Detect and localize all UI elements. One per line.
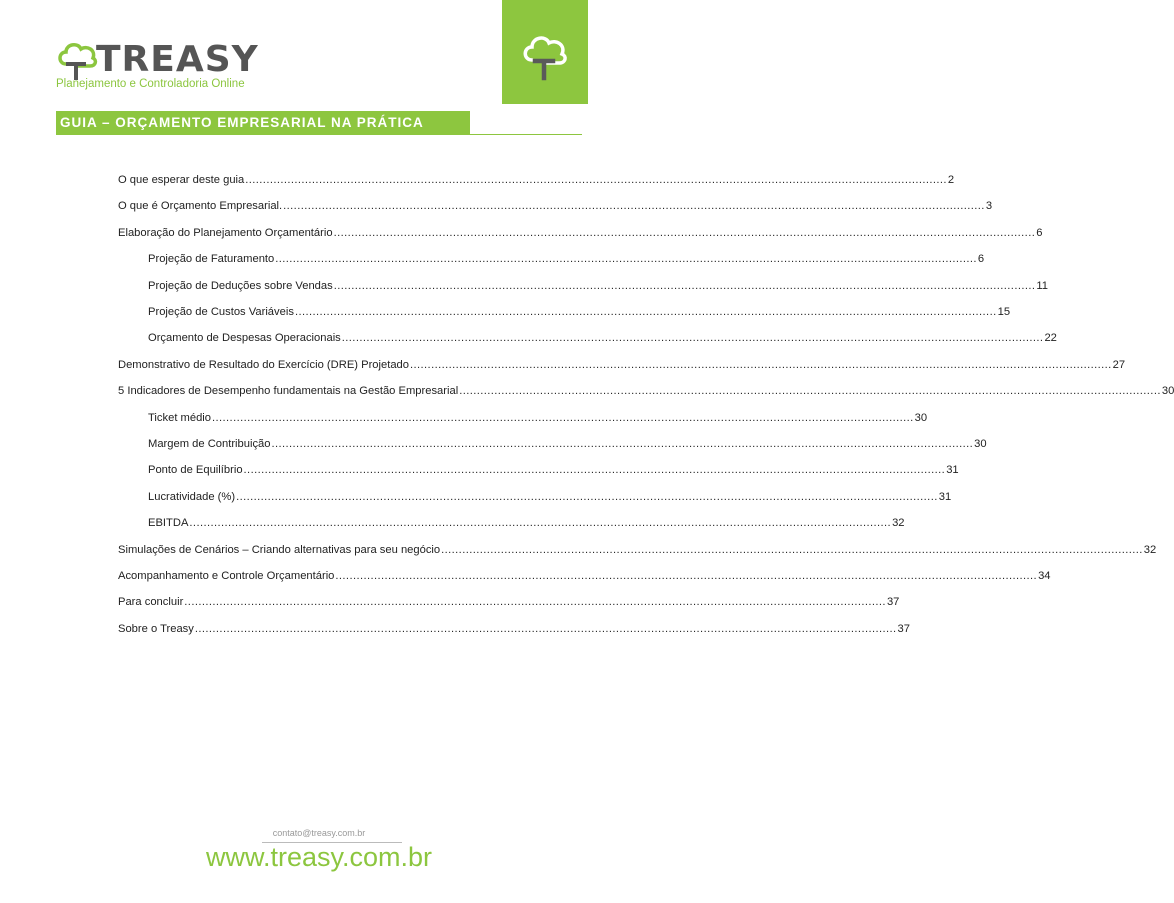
- toc-subentry[interactable]: [148, 251, 985, 267]
- toc-page-number: 6: [1036, 226, 1043, 239]
- toc-dot-leader: ........................................................................................................................................................................................................: [271, 438, 974, 450]
- toc-dot-leader: ........................................................................................................................................................................................................: [184, 596, 886, 609]
- toc-page-number: 2: [947, 174, 955, 186]
- toc-entry-label: Ticket médio: [148, 411, 212, 424]
- toc-entry-label: Ponto de Equilíbrio: [148, 464, 243, 477]
- toc-page-number: 34: [1038, 570, 1051, 582]
- toc-subentry[interactable]: [148, 436, 987, 452]
- toc-entry-label: Elaboração do Planejamento Orçamentário: [118, 226, 333, 239]
- toc-entry-label: Projeção de Deduções sobre Vendas: [148, 279, 333, 292]
- toc-entry-label: Demonstrativo de Resultado do Exercício (DRE) Projetado: [118, 358, 410, 371]
- toc-entry-label: Acompanhamento e Controle Orçamentário: [118, 570, 335, 582]
- toc-entry[interactable]: [118, 542, 1157, 558]
- toc-entry[interactable]: [118, 198, 993, 214]
- title-underline: [470, 134, 582, 135]
- brand-tagline: Planejamento e Controladoria Online: [56, 78, 245, 90]
- toc-dot-leader: ........................................................................................................................................................................................................: [189, 517, 892, 530]
- toc-dot-leader: ........................................................................................................................................................................................................: [441, 543, 1143, 556]
- toc-subentry[interactable]: [148, 462, 959, 478]
- brand-logo: [56, 38, 259, 98]
- footer-url[interactable]: www.treasy.com.br: [205, 842, 433, 872]
- toc-entry-label: Orçamento de Despesas Operacionais: [148, 332, 341, 345]
- toc-entry[interactable]: [118, 621, 910, 637]
- toc-entry-label: O que é Orçamento Empresarial.: [118, 200, 283, 213]
- tree-icon: [520, 30, 570, 82]
- toc-dot-leader: ........................................................................................................................................................................................................: [243, 464, 946, 477]
- tree-icon: [56, 38, 98, 80]
- toc-entry-label: Margem de Contribuição: [148, 438, 271, 450]
- toc-dot-leader: ........................................................................................................................................................................................................: [236, 490, 938, 503]
- toc-subentry[interactable]: [148, 304, 1011, 320]
- toc-subentry[interactable]: [148, 410, 928, 426]
- toc-page-number: 6: [977, 253, 985, 266]
- toc-entry-label: Projeção de Custos Variáveis: [148, 306, 294, 318]
- document-title: GUIA – ORÇAMENTO EMPRESARIAL NA PRÁTICA: [60, 115, 424, 130]
- toc-entry[interactable]: [118, 357, 1126, 373]
- corner-badge: [502, 0, 588, 104]
- toc-entry[interactable]: [118, 383, 1174, 399]
- toc-dot-leader: ........................................................................................................................................................................................................: [194, 622, 897, 635]
- toc-page-number: 30: [974, 438, 987, 450]
- toc-dot-leader: ........................................................................................................................................................................................................: [335, 570, 1038, 582]
- toc-page-number: 11: [1036, 279, 1048, 292]
- toc-entry-label: 5 Indicadores de Desempenho fundamentais na Gestão Empresarial: [118, 385, 459, 398]
- toc-dot-leader: ........................................................................................................................................................................................................: [333, 226, 1036, 239]
- toc-dot-leader: ........................................................................................................................................................................................................: [275, 253, 977, 266]
- toc-page-number: 30: [1161, 385, 1174, 398]
- document-title-bar: [56, 111, 470, 135]
- toc-entry[interactable]: [118, 172, 955, 188]
- toc-entry[interactable]: [118, 225, 1043, 241]
- toc-entry-label: Lucratividade (%): [148, 490, 236, 503]
- toc-entry[interactable]: [118, 568, 1051, 584]
- toc-page-number: 32: [1143, 543, 1157, 556]
- toc-dot-leader: ........................................................................................................................................................................................................: [283, 200, 985, 213]
- toc-page-number: 31: [946, 464, 959, 477]
- toc-entry-label: EBITDA: [148, 517, 189, 530]
- toc-entry-label: Simulações de Cenários – Criando alternativas para seu negócio: [118, 543, 441, 556]
- toc-dot-leader: ........................................................................................................................................................................................................: [245, 174, 947, 186]
- toc-subentry[interactable]: [148, 278, 1048, 294]
- toc-dot-leader: ........................................................................................................................................................................................................: [410, 358, 1112, 371]
- toc-page-number: 31: [938, 490, 952, 503]
- footer-email[interactable]: contato@treasy.com.br: [272, 828, 366, 838]
- toc-dot-leader: ........................................................................................................................................................................................................: [212, 411, 914, 424]
- toc-entry-label: Projeção de Faturamento: [148, 253, 275, 266]
- toc-dot-leader: ........................................................................................................................................................................................................: [341, 332, 1044, 345]
- toc-page-number: 15: [997, 306, 1011, 318]
- toc-page-number: 37: [886, 596, 900, 609]
- toc-page-number: 32: [892, 517, 905, 530]
- toc-page-number: 3: [985, 200, 993, 213]
- toc-subentry[interactable]: [148, 489, 952, 505]
- toc-page-number: 22: [1044, 332, 1057, 345]
- toc-subentry[interactable]: [148, 330, 1057, 346]
- toc-entry[interactable]: [118, 594, 900, 610]
- toc-page-number: 30: [914, 411, 928, 424]
- brand-name: TREASY: [96, 39, 259, 80]
- toc-dot-leader: ........................................................................................................................................................................................................: [294, 306, 997, 318]
- toc-page-number: 27: [1112, 358, 1126, 371]
- toc-entry-label: Sobre o Treasy: [118, 622, 194, 635]
- toc-page-number: 37: [897, 622, 910, 635]
- toc-entry-label: Para concluir: [118, 596, 184, 609]
- toc-subentry[interactable]: [148, 515, 905, 531]
- toc-dot-leader: ........................................................................................................................................................................................................: [333, 279, 1036, 292]
- toc-dot-leader: ........................................................................................................................................................................................................: [459, 385, 1161, 398]
- toc-entry-label: O que esperar deste guia: [118, 174, 245, 186]
